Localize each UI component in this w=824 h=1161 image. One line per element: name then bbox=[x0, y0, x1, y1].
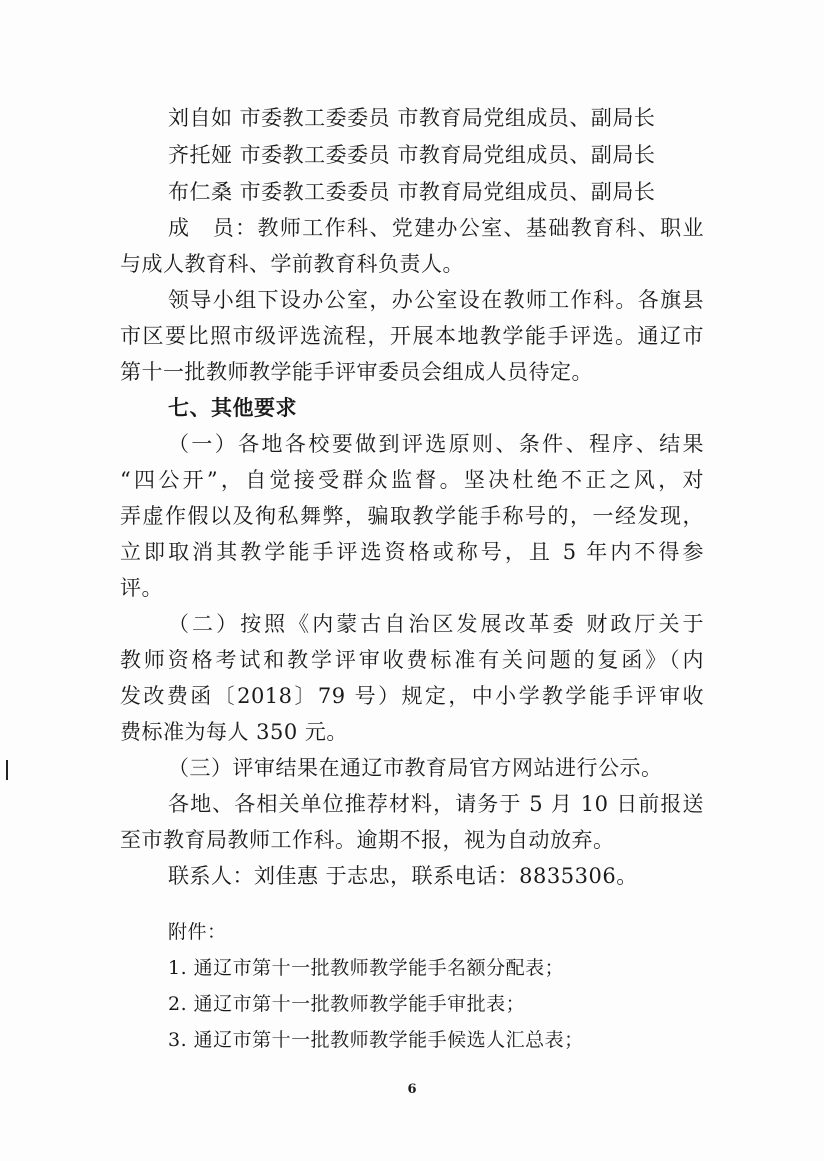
office-paragraph-line-3: 第十一批教师教学能手评审委员会组成人员待定。 bbox=[120, 360, 593, 384]
item-1-line-5: 评。 bbox=[120, 576, 163, 600]
leader-line-3: 布仁桑 市委教工委委员 市教育局党组成员、副局长 bbox=[168, 180, 656, 204]
section-heading-other-requirements: 七、其他要求 bbox=[168, 395, 297, 420]
office-paragraph-line-2: 市区要比照市级评选流程，开展本地教学能手评选。通辽市 bbox=[120, 324, 704, 348]
leader-line-1: 刘自如 市委教工委委员 市教育局党组成员、副局长 bbox=[168, 106, 656, 130]
item-1-line-1: （一）各地各校要做到评选原则、条件、程序、结果 bbox=[168, 432, 704, 456]
item-1-line-2: “四公开”，自觉接受群众监督。坚决杜绝不正之风，对 bbox=[120, 468, 704, 492]
office-paragraph-line-1: 领导小组下设办公室，办公室设在教师工作科。各旗县 bbox=[168, 288, 704, 312]
item-2-line-4: 费标准为每人 350 元。 bbox=[120, 720, 348, 744]
members-line-2: 与成人教育科、学前教育科负责人。 bbox=[120, 252, 464, 276]
item-3-line: （三）评审结果在通辽市教育局官方网站进行公示。 bbox=[168, 756, 663, 780]
attachment-2: 2. 通辽市第十一批教师教学能手审批表； bbox=[168, 993, 526, 1015]
contact-line: 联系人：刘佳惠 于志忠，联系电话：8835306。 bbox=[168, 864, 638, 888]
item-2-line-2: 教师资格考试和教学评审收费标准有关问题的复函》（内 bbox=[120, 648, 704, 672]
leader-line-2: 齐托娅 市委教工委委员 市教育局党组成员、副局长 bbox=[168, 143, 656, 167]
attachment-3: 3. 通辽市第十一批教师教学能手候选人汇总表； bbox=[168, 1029, 584, 1051]
attachments-label: 附件： bbox=[168, 921, 227, 943]
item-2-line-1: （二）按照《内蒙古自治区发展改革委 财政厅关于 bbox=[168, 612, 704, 636]
item-1-line-4: 立即取消其教学能手评选资格或称号，且 5 年内不得参 bbox=[120, 540, 704, 564]
item-2-line-3: 发改费函〔2018〕79 号）规定，中小学教学能手评审收 bbox=[120, 684, 704, 708]
item-1-line-3: 弄虚作假以及徇私舞弊，骗取教学能手称号的，一经发现， bbox=[120, 504, 704, 528]
submission-line-1: 各地、各相关单位推荐材料，请务于 5 月 10 日前报送 bbox=[168, 792, 704, 816]
scan-edge-mark bbox=[6, 760, 8, 780]
submission-line-2: 至市教育局教师工作科。逾期不报，视为自动放弃。 bbox=[120, 828, 615, 852]
members-line-1: 成 员：教师工作科、党建办公室、基础教育科、职业 bbox=[168, 216, 704, 240]
page-number: 6 bbox=[407, 1082, 417, 1097]
attachment-1: 1. 通辽市第十一批教师教学能手名额分配表； bbox=[168, 957, 565, 979]
